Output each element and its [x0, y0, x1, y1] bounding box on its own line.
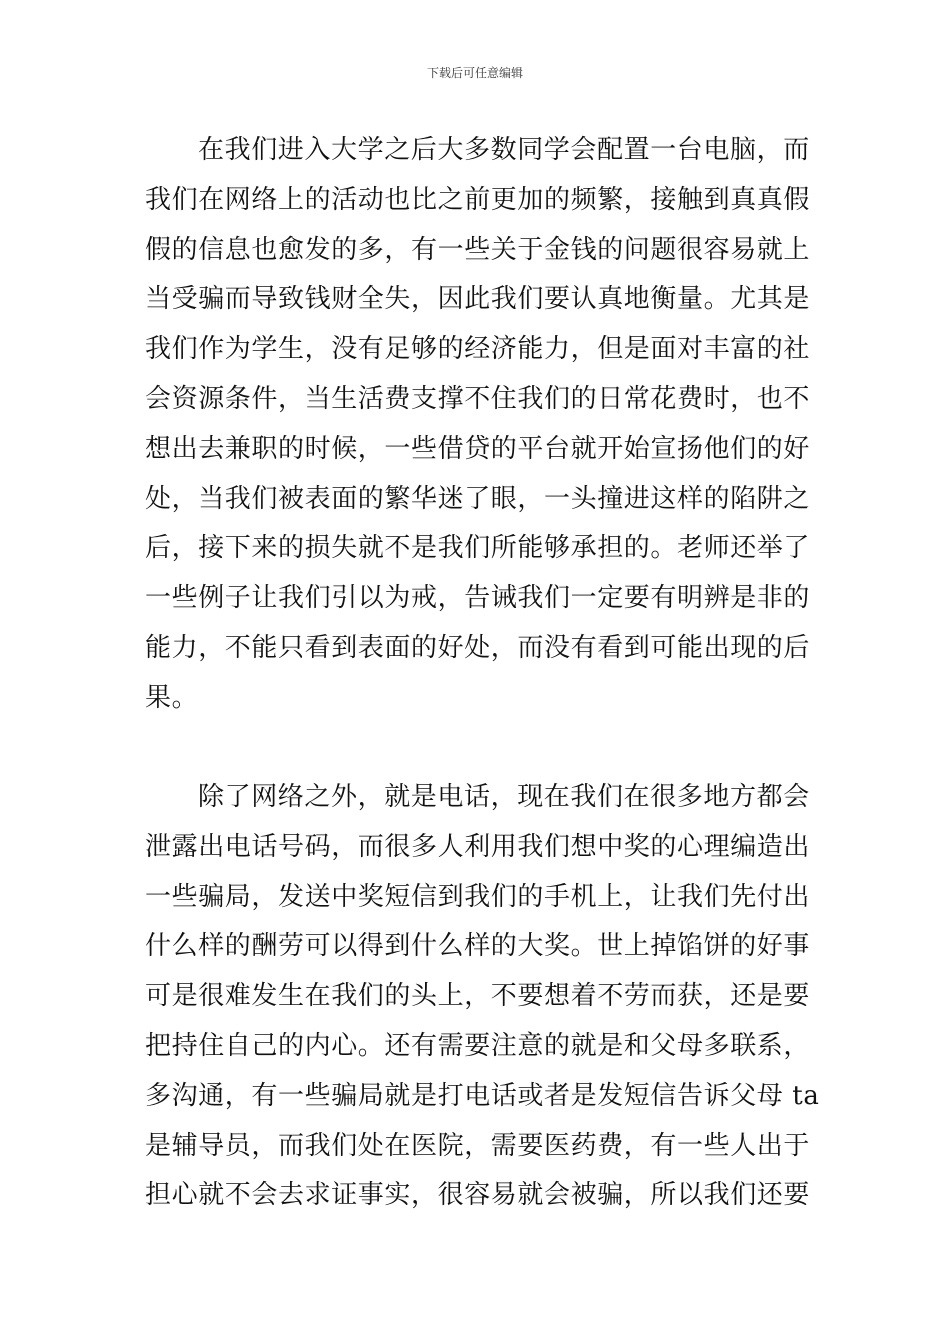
paragraph-line: 担心就不会去求证事实，很容易就会被骗，所以我们还要 — [145, 1180, 811, 1211]
paragraph-line: 什么样的酬劳可以得到什么样的大奖。世上掉馅饼的好事 — [145, 931, 811, 962]
paragraph-line: 一些骗局，发送中奖短信到我们的手机上，让我们先付出 — [145, 881, 811, 912]
paragraph-line: 我们在网络上的活动也比之前更加的频繁，接触到真真假 — [145, 184, 811, 215]
paragraph-line: 多沟通，有一些骗局就是打电话或者是发短信告诉父母 ta — [145, 1080, 820, 1111]
paragraph-line: 想出去兼职的时候，一些借贷的平台就开始宣扬他们的好 — [145, 433, 811, 464]
paragraph-line: 果。 — [145, 682, 199, 713]
paragraph-line: 除了网络之外，就是电话，现在我们在很多地方都会 — [198, 782, 810, 812]
paragraph-line: 当受骗而导致钱财全失，因此我们要认真地衡量。尤其是 — [145, 284, 811, 315]
paragraph-line: 处，当我们被表面的繁华迷了眼，一头撞进这样的陷阱之 — [145, 483, 811, 514]
paragraph-line: 后，接下来的损失就不是我们所能够承担的。老师还举了 — [145, 533, 811, 564]
page-header: 下载后可任意编辑 — [426, 66, 523, 80]
paragraph-line: 泄露出电话号码，而很多人利用我们想中奖的心理编造出 — [145, 831, 811, 862]
paragraph-1 — [145, 137, 815, 735]
paragraph-line: 可是很难发生在我们的头上，不要想着不劳而获，还是要 — [145, 981, 811, 1012]
paragraph-line: 会资源条件，当生活费支撑不住我们的日常花费时，也不 — [145, 383, 811, 414]
paragraph-line: 是辅导员，而我们处在医院，需要医药费，有一些人出于 — [145, 1130, 811, 1161]
paragraph-line: 在我们进入大学之后大多数同学会配置一台电脑，而 — [198, 135, 810, 165]
paragraph-line: 一些例子让我们引以为戒，告诫我们一定要有明辨是非的 — [145, 583, 811, 614]
paragraph-2 — [145, 782, 820, 1232]
paragraph-line: 我们作为学生，没有足够的经济能力，但是面对丰富的社 — [145, 334, 811, 365]
paragraph-line: 把持住自己的内心。还有需要注意的就是和父母多联系， — [145, 1030, 811, 1061]
paragraph-line: 假的信息也愈发的多，有一些关于金钱的问题很容易就上 — [145, 234, 811, 265]
paragraph-line: 能力，不能只看到表面的好处，而没有看到可能出现的后 — [145, 632, 811, 663]
